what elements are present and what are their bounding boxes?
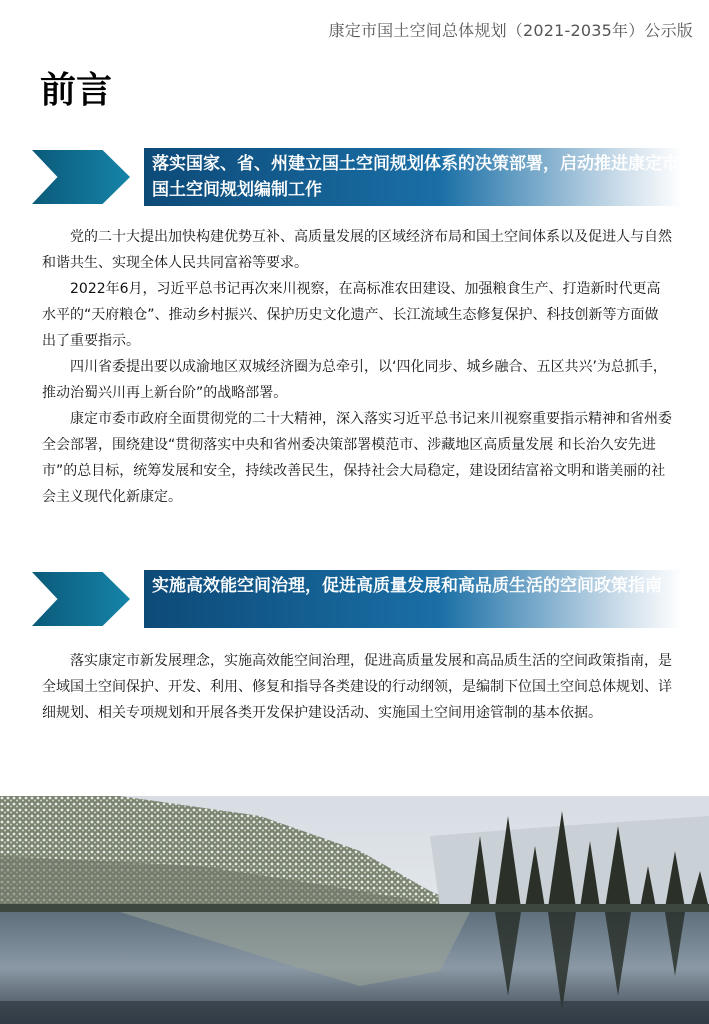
- paragraph: 2022年6月，习近平总书记再次来川视察，在高标准农田建设、加强粮食生产、打造新时代更高水平的“天府粮仓”、推动乡村振兴、保护历史文化遗产、长江流域生态修复保护、科技创新等方面做出了重要指示。: [42, 281, 661, 349]
- paragraph: 四川省委提出要以成渝地区双城经济圈为总牵引，以‘四化同步、城乡融合、五区共兴’为总抓手，推动治蜀兴川再上新台阶”的战略部署。: [42, 359, 667, 401]
- section-title: 实施高效能空间治理，促进高质量发展和高品质生活的空间政策指南: [152, 576, 662, 596]
- chevron-arrow-icon: [32, 150, 130, 204]
- section-body-2: [42, 648, 672, 726]
- section-body-1: [42, 224, 672, 510]
- landscape-photo: [0, 796, 709, 1024]
- chevron-arrow-icon: [32, 572, 130, 626]
- section-banner-2: [32, 570, 682, 628]
- document-header-title: 康定市国土空间总体规划（2021-2035年）公示版: [328, 21, 693, 40]
- paragraph: 康定市委市政府全面贯彻党的二十大精神，深入落实习近平总书记来川视察重要指示精神和省州委全会部署，围绕建设“贯彻落实中央和省州委决策部署模范市、涉藏地区高质量发展 和长治久安先进市”的总目标，统筹发展和安全，持续改善民生，保持社会大局稳定，建设团结富裕文明和谐美丽的社会主义现代化新康定。: [42, 411, 672, 505]
- paragraph: 落实康定市新发展理念，实施高效能空间治理，促进高质量发展和高品质生活的空间政策指南，是全域国土空间保护、开发、利用、修复和指导各类建设的行动纲领，是编制下位国土空间总体规划、详细规划、相关专项规划和开展各类开发保护建设活动、实施国土空间用途管制的基本依据。: [42, 653, 672, 721]
- paragraph: 党的二十大提出加快构建优势互补、高质量发展的区域经济布局和国土空间体系以及促进人与自然和谐共生、实现全体人民共同富裕等要求。: [42, 229, 672, 271]
- page-heading: 前言: [40, 70, 113, 111]
- section-title: 落实国家、省、州建立国土空间规划体系的决策部署，启动推进康定市国土空间规划编制工作: [152, 154, 679, 200]
- section-banner-1: [32, 148, 682, 206]
